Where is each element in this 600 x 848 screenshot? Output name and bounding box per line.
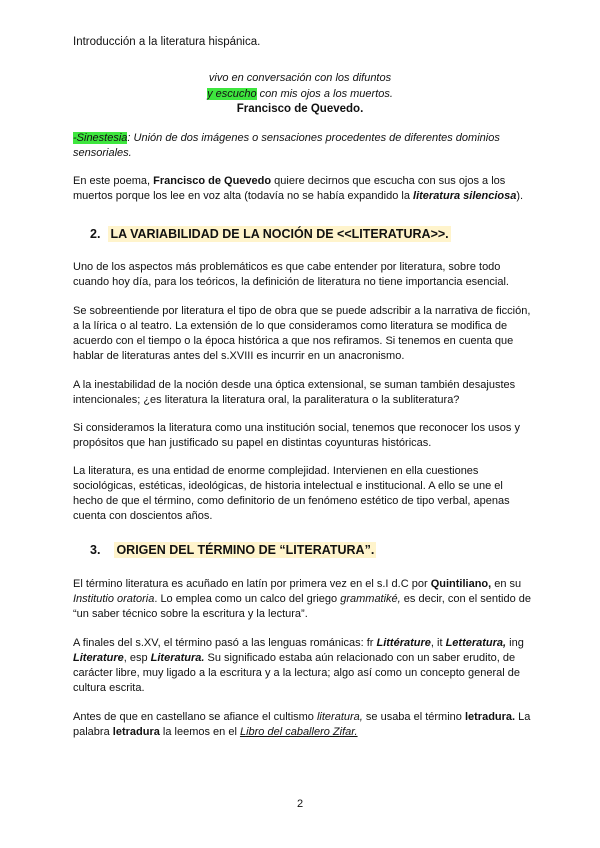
section-3-paragraph-3: Antes de que en castellano se afiance el cultismo literatura, se usaba el término letradura. La palabra letradura la leemos en el Libro del caballero Zifar. [73,711,531,738]
quote-line-2-rest: con mis ojos a los muertos. [256,88,393,100]
quote-author: Francisco de Quevedo. [236,103,364,115]
section-3-paragraph-2: A finales del s.XV, el término pasó a las lenguas románicas: fr Littérature, it Letteratura, ing Literature, esp Literatura. Su significado estaba aún relacionado con un saber erudito, de carácter libre, muy ligado a la escritura y a la lectura; algo así como un concepto general de cultura escrita. [73,637,524,694]
section-2-number: 2. [90,227,101,241]
definition-term: -Sinestesia [73,132,128,144]
running-header: Introducción a la literatura hispánica. [73,36,261,48]
section-2-paragraph-5: La literatura, es una entidad de enorme complejidad. Intervienen en ella cuestiones sociológicas, estéticas, ideológicas, de historia intelectual e institucional. A ello se une el hecho de que el término, como definitorio de un fenómeno estético de tipo verbal, apenas cuenta con doscientos años. [73,465,510,522]
section-2-paragraph-1: Uno de los aspectos más problemáticos es que cabe entender por literatura, sobre todo cuando hoy día, para los teóricos, la definición de literatura no tiene importancia esencial. [73,261,509,288]
section-3-title: ORIGEN DEL TÉRMINO DE “LITERATURA”. [116,543,375,557]
quote-line-2 [0,88,600,100]
paragraph-poem: En este poema, Francisco de Quevedo quiere decirnos que escucha con sus ojos a los muertos porque los lee en voz alta (todavía no se había expandido la literatura silenciosa). [73,175,524,202]
book-title-link: Libro del caballero Zifar. [239,726,358,738]
definition-sinestesia [73,131,533,161]
section-2-heading [90,227,451,241]
highlighted-phrase: y escucho [207,88,257,100]
section-2-paragraph-3: A la inestabilidad de la noción desde una óptica extensional, se suman también desajustes intencionales; ¿es literatura la literatura oral, la paraliteratura o la subliteratura? [73,379,516,406]
definition-text: : Unión de dos imágenes o sensaciones procedentes de diferentes dominios sensoriales. [73,132,500,159]
quote-line-1: vivo en conversación con los difuntos [208,72,392,84]
section-2-title: LA VARIABILIDAD DE LA NOCIÓN DE <<LITERATURA>>. [110,227,449,241]
section-3-paragraph-1: El término literatura es acuñado en latín por primera vez en el s.I d.C por Quintiliano, en su Institutio oratoria. Lo emplea como un calco del griego grammatiké, es decir, con el sentido de “un saber técnico sobre la escritura y la lectura”. [73,578,531,620]
section-3-number: 3. [90,543,101,557]
section-2-paragraph-2: Se sobreentiende por literatura el tipo de obra que se puede adscribir a la narrativa de ficción, a la lírica o al teatro. La extensión de lo que consideramos como literatura se modifica de acuerdo con el tiempo o la época histórica a que nos refiramos. Si tenemos en cuenta que hablar de literaturas antes del s.XVIII es incurrir en un anacronismo. [73,305,531,362]
section-3-heading [90,543,376,557]
section-2-paragraph-4: Si consideramos la literatura como una institución social, tenemos que reconocer los usos y propósitos que han justificado su papel en distintas coyunturas históricas. [73,422,520,449]
page-number: 2 [296,798,304,810]
